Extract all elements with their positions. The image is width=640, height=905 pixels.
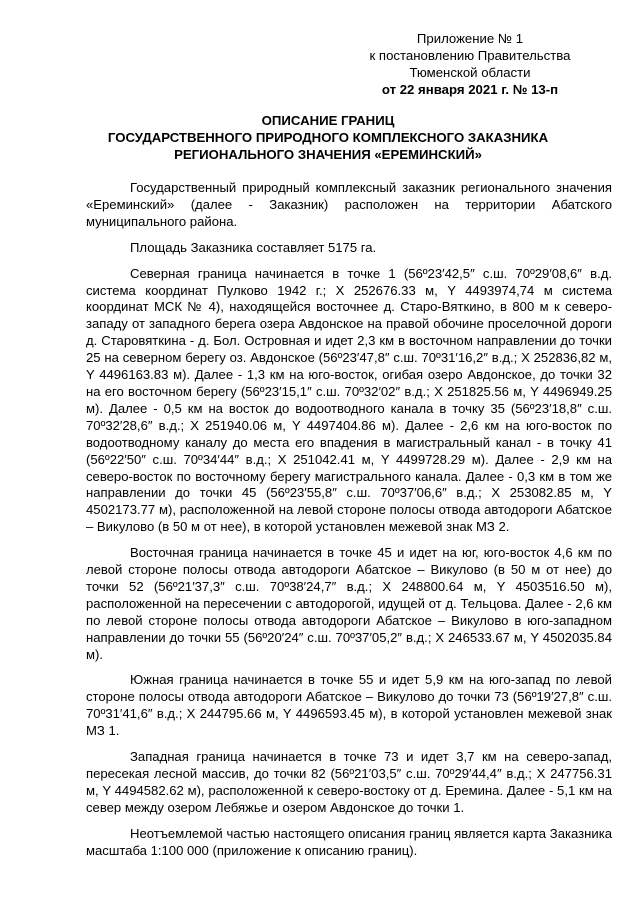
appendix-date-number: от 22 января 2021 г. № 13-п (381, 82, 559, 97)
title-line-1: ОПИСАНИЕ ГРАНИЦ (261, 113, 395, 128)
paragraph-area: Площадь Заказника составляет 5175 га. (130, 239, 377, 255)
document-body (86, 180, 612, 869)
paragraph-north-border: Северная граница начинается в точке 1 (56º23′42,5″ с.ш. 70º29′08,6″ в.д. система координат Пулково 1942 г.; X 252676.33 м, Y 4493974,74 м система координат МСК № 4), находящейся восточнее д. Старо-Вяткино, в 800 м к северо-западу от западного берега озера Авдонское на правой обочине проселочной дороги д. Старовяткина - д. Бол. Островная и идет 2,3 км в восточном направлении до точки 25 на северном берегу оз. Авдонское (56º23′47,8″ с.ш. 70º31′16,2″ в.д.; X 252836,82 м, Y 4496163.83 м). Далее - 1,3 км на юго-восток, огибая озеро Авдонское, до точки 32 на его восточном берегу (56º23′15,1″ с.ш. 70º32′02″ в.д.; X 251825.56 м, Y 4496949.25 м). Далее - 0,5 км на восток до водоотводного канала в точку 35 (56º23′18,8″ с.ш. 70º32′28,6″ в.д.; X 251940.06 м, Y 4497404.86 м). Далее - 2,6 км на юго-восток по водоотводному каналу до места его впадения в магистральный канал - в точку 41 (56º22′50″ с.ш. 70º34′44″ в.д.; X 251042.41 м, Y 4499728.29 м). Далее - 2,9 км на северо-восток по восточному берегу магистрального канала. Далее - 0,3 км в том же направлении до точки 45 (56º23′55,8″ с.ш. 70º37′06,6″ в.д.; X 253082.85 м, Y 4502173.77 м), расположенной на левой стороне полосы отвода автодороги Абатское – Викулово (в 50 м от нее), в которой установлен межевой знак МЗ 2. (86, 265, 612, 535)
title-line-2: ГОСУДАРСТВЕННОГО ПРИРОДНОГО КОМПЛЕКСНОГО ЗАКАЗНИКА (107, 130, 549, 145)
paragraph-map-note: Неотъемлемой частью настоящего описания границ является карта Заказника масштаба 1:100 000 (приложение к описанию границ). (86, 825, 612, 858)
paragraph-south-border: Южная граница начинается в точке 55 и идет 5,9 км на юго-запад по левой стороне полосы отвода автодороги Абатское – Викулово до точки 73 (56º19′27,8″ с.ш. 70º31′41,6″ в.д.; X 244795.66 м, Y 4496593.45 м), в которой установлен межевой знак МЗ 1. (86, 672, 612, 739)
paragraph-intro: Государственный природный комплексный заказник регионального значения «Ереминский» (далее - Заказник) расположен на территории Абатского муниципального района. (86, 180, 612, 229)
document-title (60, 112, 596, 163)
title-line-3: РЕГИОНАЛЬНОГО ЗНАЧЕНИЯ «ЕРЕМИНСКИЙ» (174, 147, 482, 162)
appendix-resolution-ref: к постановлению Правительства (369, 48, 571, 63)
appendix-number: Приложение № 1 (416, 31, 524, 46)
paragraph-east-border: Восточная граница начинается в точке 45 и идет на юг, юго-восток 4,6 км по левой стороне полосы отвода автодороги Абатское – Викулово (в 50 м от нее) до точки 52 (56º21′37,3″ с.ш. 70º38′24,7″ в.д.; X 248800.64 м, Y 4503516.50 м), расположенной на пересечении с автодорогой, идущей от д. Тельцова. Далее - 2,6 км по левой стороне полосы отвода автодороги Абатское – Викулово в юго-западном направлении до точки 55 (56º20′24″ с.ш. 70º37′05,2″ в.д.; X 246533.67 м, Y 4502035.84 м). (86, 545, 612, 662)
paragraph-west-border: Западная граница начинается в точке 73 и идет 3,7 км на северо-запад, пересекая лесной массив, до точки 82 (56º21′03,5″ с.ш. 70º29′44,4″ в.д.; X 247756.31 м, Y 4494582.62 м), расположенной к северо-востоку от д. Еремина. Далее - 5,1 км на север между озером Лебяжье и озером Авдонское до точки 1. (86, 749, 612, 815)
appendix-header (350, 30, 590, 98)
appendix-region: Тюменской области (409, 65, 531, 80)
